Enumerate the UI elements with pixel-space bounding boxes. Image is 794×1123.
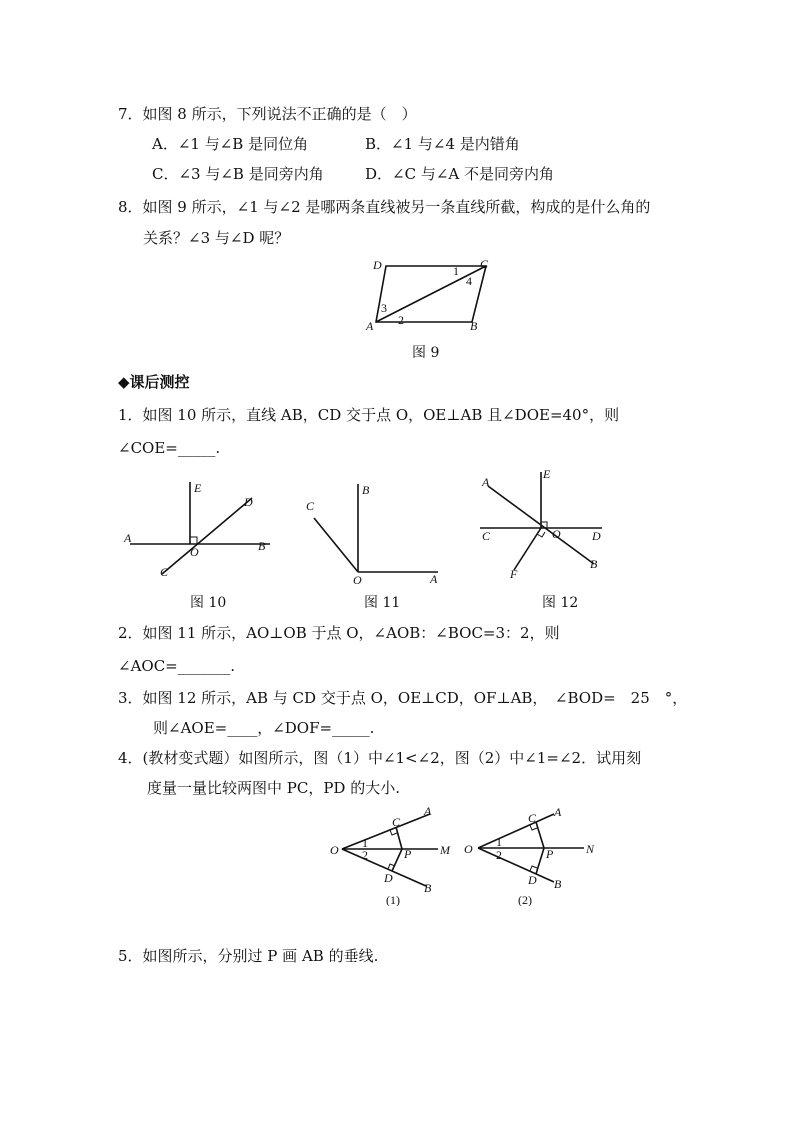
figure-10 [120, 476, 280, 584]
label-d: D [244, 495, 253, 509]
p2-line1: 2．如图 11 所示，AO⊥OB 于点 O，∠AOB：∠BOC=3：2，则 [118, 624, 560, 642]
label-d: D [592, 529, 601, 543]
label-n: N [586, 842, 595, 856]
caption-2: (2) [518, 893, 532, 906]
label-c: C [160, 565, 169, 579]
label-angle-2: 2 [362, 848, 368, 862]
section-title: ◆课后测控 [118, 373, 190, 391]
fig9-caption: 图 9 [412, 345, 440, 361]
right-angle-mark-d [530, 866, 537, 871]
q7-option-d: D．∠C 与∠A 不是同旁内角 [365, 165, 555, 183]
label-a: A [424, 804, 432, 818]
segment-pd [392, 849, 402, 871]
label-angle-2: 2 [398, 313, 404, 327]
label-c: C [306, 499, 315, 513]
fig10-caption: 图 10 [190, 595, 227, 611]
label-m: M [440, 843, 450, 857]
q7-option-a: A．∠1 与∠B 是同位角 [152, 135, 309, 153]
label-o: O [552, 527, 561, 541]
label-c: C [480, 257, 489, 271]
q7-text: 7．如图 8 所示，下列说法不正确的是（ ） [118, 105, 417, 123]
label-c: C [482, 529, 491, 543]
label-b: B [554, 877, 562, 891]
label-a: A [124, 531, 132, 545]
segment-pc [536, 822, 544, 848]
label-angle-2: 2 [496, 848, 502, 862]
label-d: D [384, 871, 393, 885]
label-c: C [528, 811, 537, 825]
label-angle-1: 1 [362, 836, 368, 850]
label-a: A [366, 319, 374, 333]
p1-line2: ∠COE=_____. [118, 439, 221, 457]
label-b: B [470, 319, 478, 333]
q8-text-line2: 关系？∠3 与∠D 呢？ [143, 229, 290, 247]
label-f: F [510, 567, 518, 581]
label-e: E [543, 467, 551, 481]
label-o: O [190, 545, 199, 559]
fig12-caption: 图 12 [542, 595, 579, 611]
figure-12 [474, 466, 614, 584]
figure-4-1 [326, 802, 460, 906]
p2-line2: ∠AOC=_______. [118, 657, 236, 675]
q7-option-c: C．∠3 与∠B 是同旁内角 [152, 165, 324, 183]
right-angle-mark-c [530, 825, 537, 830]
right-angle-mark-c [390, 830, 397, 835]
label-o: O [353, 573, 362, 584]
q8-text-line1: 8．如图 9 所示，∠1 与∠2 是哪两条直线被另一条直线所截，构成的是什么角的 [118, 198, 651, 216]
label-o: O [330, 843, 339, 857]
label-b: B [424, 881, 432, 895]
p3-line1: 3．如图 12 所示，AB 与 CD 交于点 O，OE⊥CD，OF⊥AB， ∠BOD= 25 °， [118, 689, 688, 707]
p5-text: 5．如图所示，分别过 P 画 AB 的垂线. [118, 947, 379, 965]
ray-oa [342, 814, 430, 849]
figure-4-2 [460, 802, 600, 906]
right-angle-mark [190, 537, 197, 544]
label-e: E [194, 481, 202, 495]
segment-pc [396, 827, 402, 849]
p1-line1: 1．如图 10 所示，直线 AB，CD 交于点 O，OE⊥AB 且∠DOE=40°，则 [118, 406, 620, 424]
label-p: P [404, 847, 412, 861]
label-angle-1: 1 [496, 835, 502, 849]
line-cd [162, 498, 252, 574]
figure-11 [300, 476, 450, 584]
p4-line2: 度量一量比较两图中 PC，PD 的大小. [147, 779, 400, 797]
caption-1: (1) [386, 893, 400, 906]
label-c: C [392, 815, 401, 829]
figure-9 [360, 252, 500, 334]
label-b: B [590, 557, 598, 571]
label-angle-3: 3 [381, 301, 387, 315]
ray-oc [314, 518, 358, 572]
label-a: A [554, 805, 562, 819]
label-angle-1: 1 [453, 264, 459, 278]
label-p: P [546, 847, 554, 861]
label-angle-4: 4 [466, 274, 472, 288]
p3-line2: 则∠AOE=____，∠DOF=_____. [153, 719, 375, 737]
p4-line1: 4．(教材变式题）如图所示，图（1）中∠1<∠2，图（2）中∠1=∠2．试用刻 [118, 749, 642, 767]
label-a: A [482, 475, 490, 489]
fig11-caption: 图 11 [364, 595, 401, 611]
label-d: D [528, 873, 537, 887]
label-b: B [258, 539, 266, 553]
q7-option-b: B．∠1 与∠4 是内错角 [365, 135, 520, 153]
label-a: A [430, 572, 438, 584]
label-o: O [464, 842, 473, 856]
label-b: B [362, 483, 370, 497]
label-d: D [373, 258, 382, 272]
segment-pd [536, 848, 544, 874]
